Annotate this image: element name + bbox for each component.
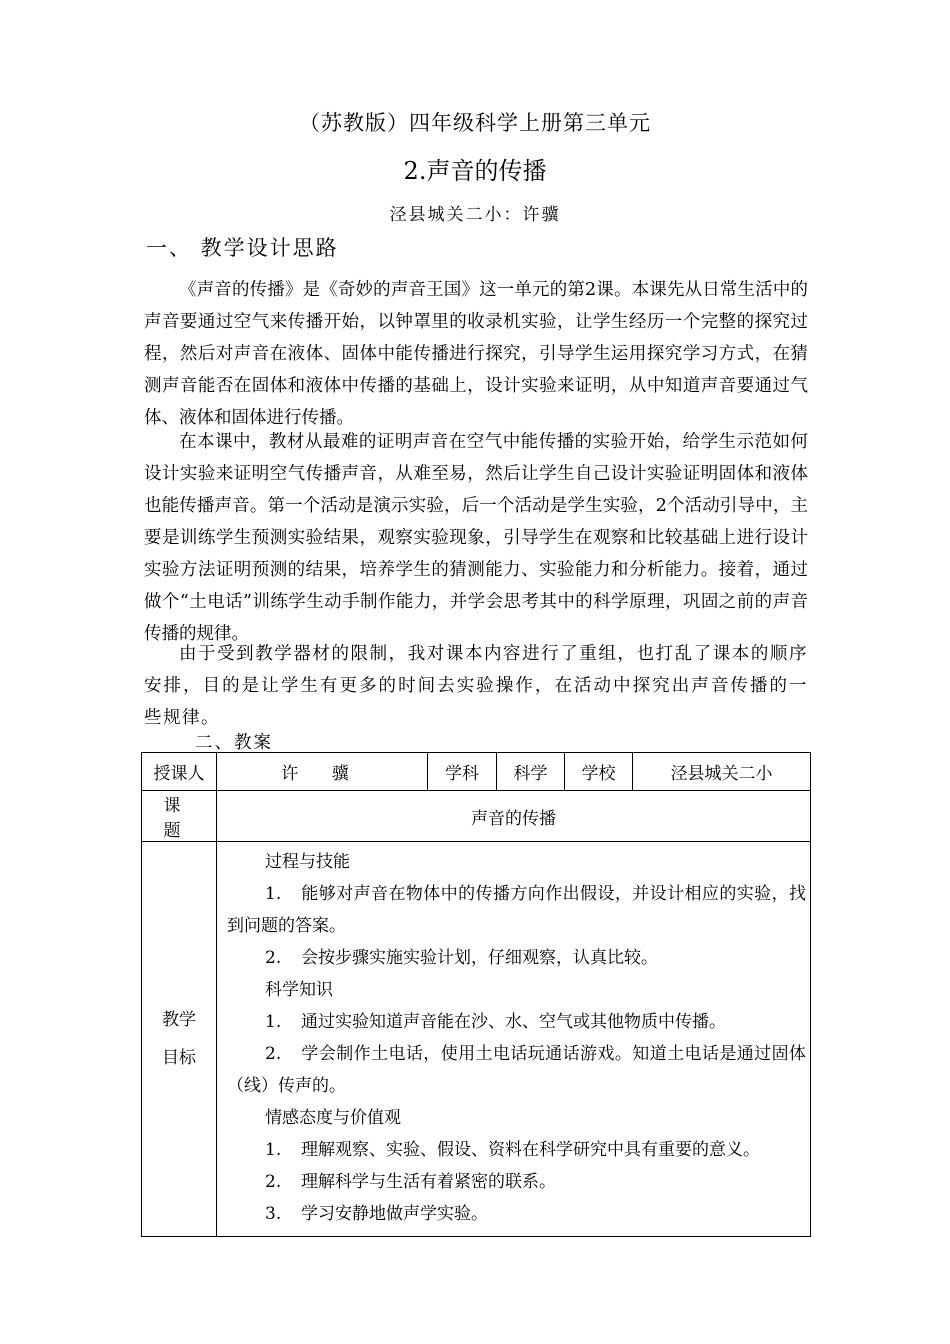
objective-item (227, 878, 806, 942)
table-row-topic (142, 791, 811, 842)
objectives-label (142, 842, 217, 1237)
objective-category-knowledge: 科学知识 (265, 980, 333, 1000)
author-line: 泾县城关二小：许骥 (389, 205, 561, 225)
series-title: （苏教版）四年级科学上册第三单元 (299, 111, 651, 135)
objective-number: 2. (265, 1044, 282, 1064)
section-heading-plan: 二、教案 (195, 733, 273, 753)
objective-category-attitude: 情感态度与价值观 (265, 1108, 401, 1128)
design-paragraph-1: 《声音的传播》是《奇妙的声音王国》这一单元的第2课。本课先从日常生活中的声音要通过空气来传播开始，以钟罩里的收录机实验，让学生经历一个完整的探究过程，然后对声音在液体、固体中能传播进行探究，引导学生运用探究学习方式，在猜测声音能否在固体和液体中传播的基础上，设计实验来证明，从中知道声音要通过气体、液体和固体进行传播。 (144, 280, 808, 428)
objective-item (227, 1166, 806, 1198)
subject-value: 科学 (497, 753, 565, 791)
objective-number: 1. (265, 1012, 282, 1032)
objective-item (227, 942, 806, 974)
topic-value: 声音的传播 (217, 791, 811, 842)
objective-item (227, 1134, 806, 1166)
objective-number: 1. (265, 884, 282, 904)
topic-label: 课 题 (142, 791, 217, 842)
school-value: 泾县城关二小 (633, 753, 811, 791)
section-heading-design: 一、 教学设计思路 (146, 236, 339, 260)
school-label: 学校 (565, 753, 633, 791)
objective-text: 通过实验知道声音能在沙、水、空气或其他物质中传播。 (301, 1012, 726, 1032)
objective-item (227, 1038, 806, 1102)
objective-item (227, 1198, 806, 1230)
objective-number: 2. (265, 948, 282, 968)
objectives-content (217, 842, 811, 1237)
table-row-header (142, 753, 811, 791)
lesson-plan-table (141, 752, 811, 1237)
objectives-label-line-2: 目标 (162, 1048, 196, 1068)
objective-number: 3. (265, 1204, 282, 1224)
objective-text: 学会制作土电话，使用土电话玩通话游戏。知道土电话是通过固体（线）传声的。 (227, 1044, 806, 1096)
objective-number: 1. (265, 1140, 282, 1160)
design-paragraph-3: 由于受到教学器材的限制，我对课本内容进行了重组，也打乱了课本的顺序安排，目的是让学生有更多的时间去实验操作，在活动中探究出声音传播的一些规律。 (144, 644, 808, 728)
objectives-label-line-1: 教学 (162, 1010, 196, 1030)
design-paragraph-2: 在本课中，教材从最难的证明声音在空气中能传播的实验开始，给学生示范如何设计实验来证明空气传播声音，从难至易，然后让学生自己设计实验证明固体和液体也能传播声音。第一个活动是演示实验，后一个活动是学生实验，2个活动引导中，主要是训练学生预测实验结果，观察实验现象，引导学生在观察和比较基础上进行设计实验方法证明预测的结果，培养学生的猜测能力、实验能力和分析能力。接着，通过做个“土电话”训练学生动手制作能力，并学会思考其中的科学原理，巩固之前的声音传播的规律。 (144, 432, 808, 644)
objective-text: 会按步骤实施实验计划，仔细观察，认真比较。 (301, 948, 658, 968)
teacher-label: 授课人 (142, 753, 217, 791)
objective-text: 理解观察、实验、假设、资料在科学研究中具有重要的意义。 (301, 1140, 760, 1160)
objective-text: 学习安静地做声学实验。 (301, 1204, 488, 1224)
lesson-title: 2.声音的传播 (403, 157, 547, 185)
teacher-value: 许 骥 (217, 753, 428, 791)
objective-number: 2. (265, 1172, 282, 1192)
objective-category-process: 过程与技能 (265, 852, 350, 872)
table-row-objectives (142, 842, 811, 1237)
objective-text: 理解科学与生活有着紧密的联系。 (301, 1172, 556, 1192)
objective-item (227, 1006, 806, 1038)
objective-text: 能够对声音在物体中的传播方向作出假设，并设计相应的实验，找到问题的答案。 (227, 884, 806, 936)
subject-label: 学科 (428, 753, 497, 791)
